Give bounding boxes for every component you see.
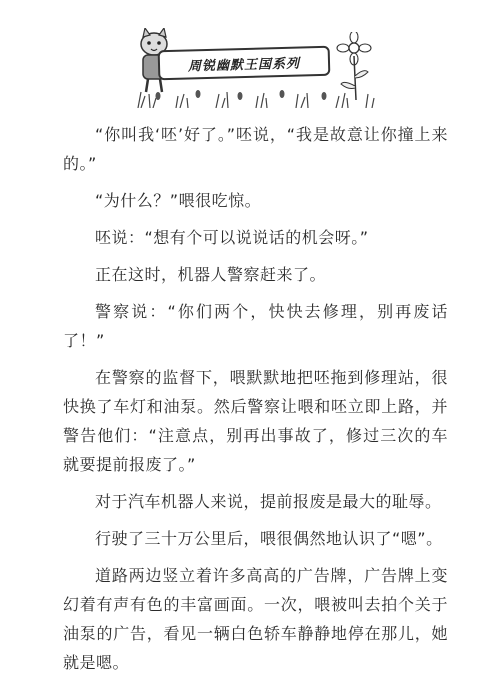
- paragraph: 道路两边竖立着许多高高的广告牌，广告牌上变幻着有声有色的丰富画面。一次，喂被叫去拍个关于油泵的广告，看见一辆白色轿车静静地停在那儿，她就是嗯。: [63, 566, 448, 672]
- paragraph: 呸说：“想有个可以说说话的机会呀。”: [95, 228, 369, 247]
- grass-decoration: [136, 84, 376, 108]
- paragraph: 正在这时，机器人警察赶来了。: [95, 265, 327, 284]
- paragraph: “你叫我‘呸’好了。”呸说，“我是故意让你撞上来的。”: [63, 125, 448, 173]
- paragraph: “为什么？”喂很吃惊。: [95, 191, 262, 210]
- header-illustration: [130, 28, 380, 108]
- paragraph: 行驶了三十万公里后，喂很偶然地认识了“嗯”。: [95, 529, 443, 548]
- paragraph: 对于汽车机器人来说，提前报废是最大的耻辱。: [95, 492, 442, 511]
- story-text: [63, 120, 448, 685]
- paragraph: 警察说：“你们两个，快快去修理，别再废话了！”: [63, 302, 448, 350]
- series-title-banner: 周锐幽默王国系列: [158, 46, 331, 80]
- paragraph: 在警察的监督下，喂默默地把呸拖到修理站，很快换了车灯和油泵。然后警察让喂和呸立即上路，并警告他们：“注意点，别再出事故了，修过三次的车就要提前报废了。”: [63, 368, 448, 474]
